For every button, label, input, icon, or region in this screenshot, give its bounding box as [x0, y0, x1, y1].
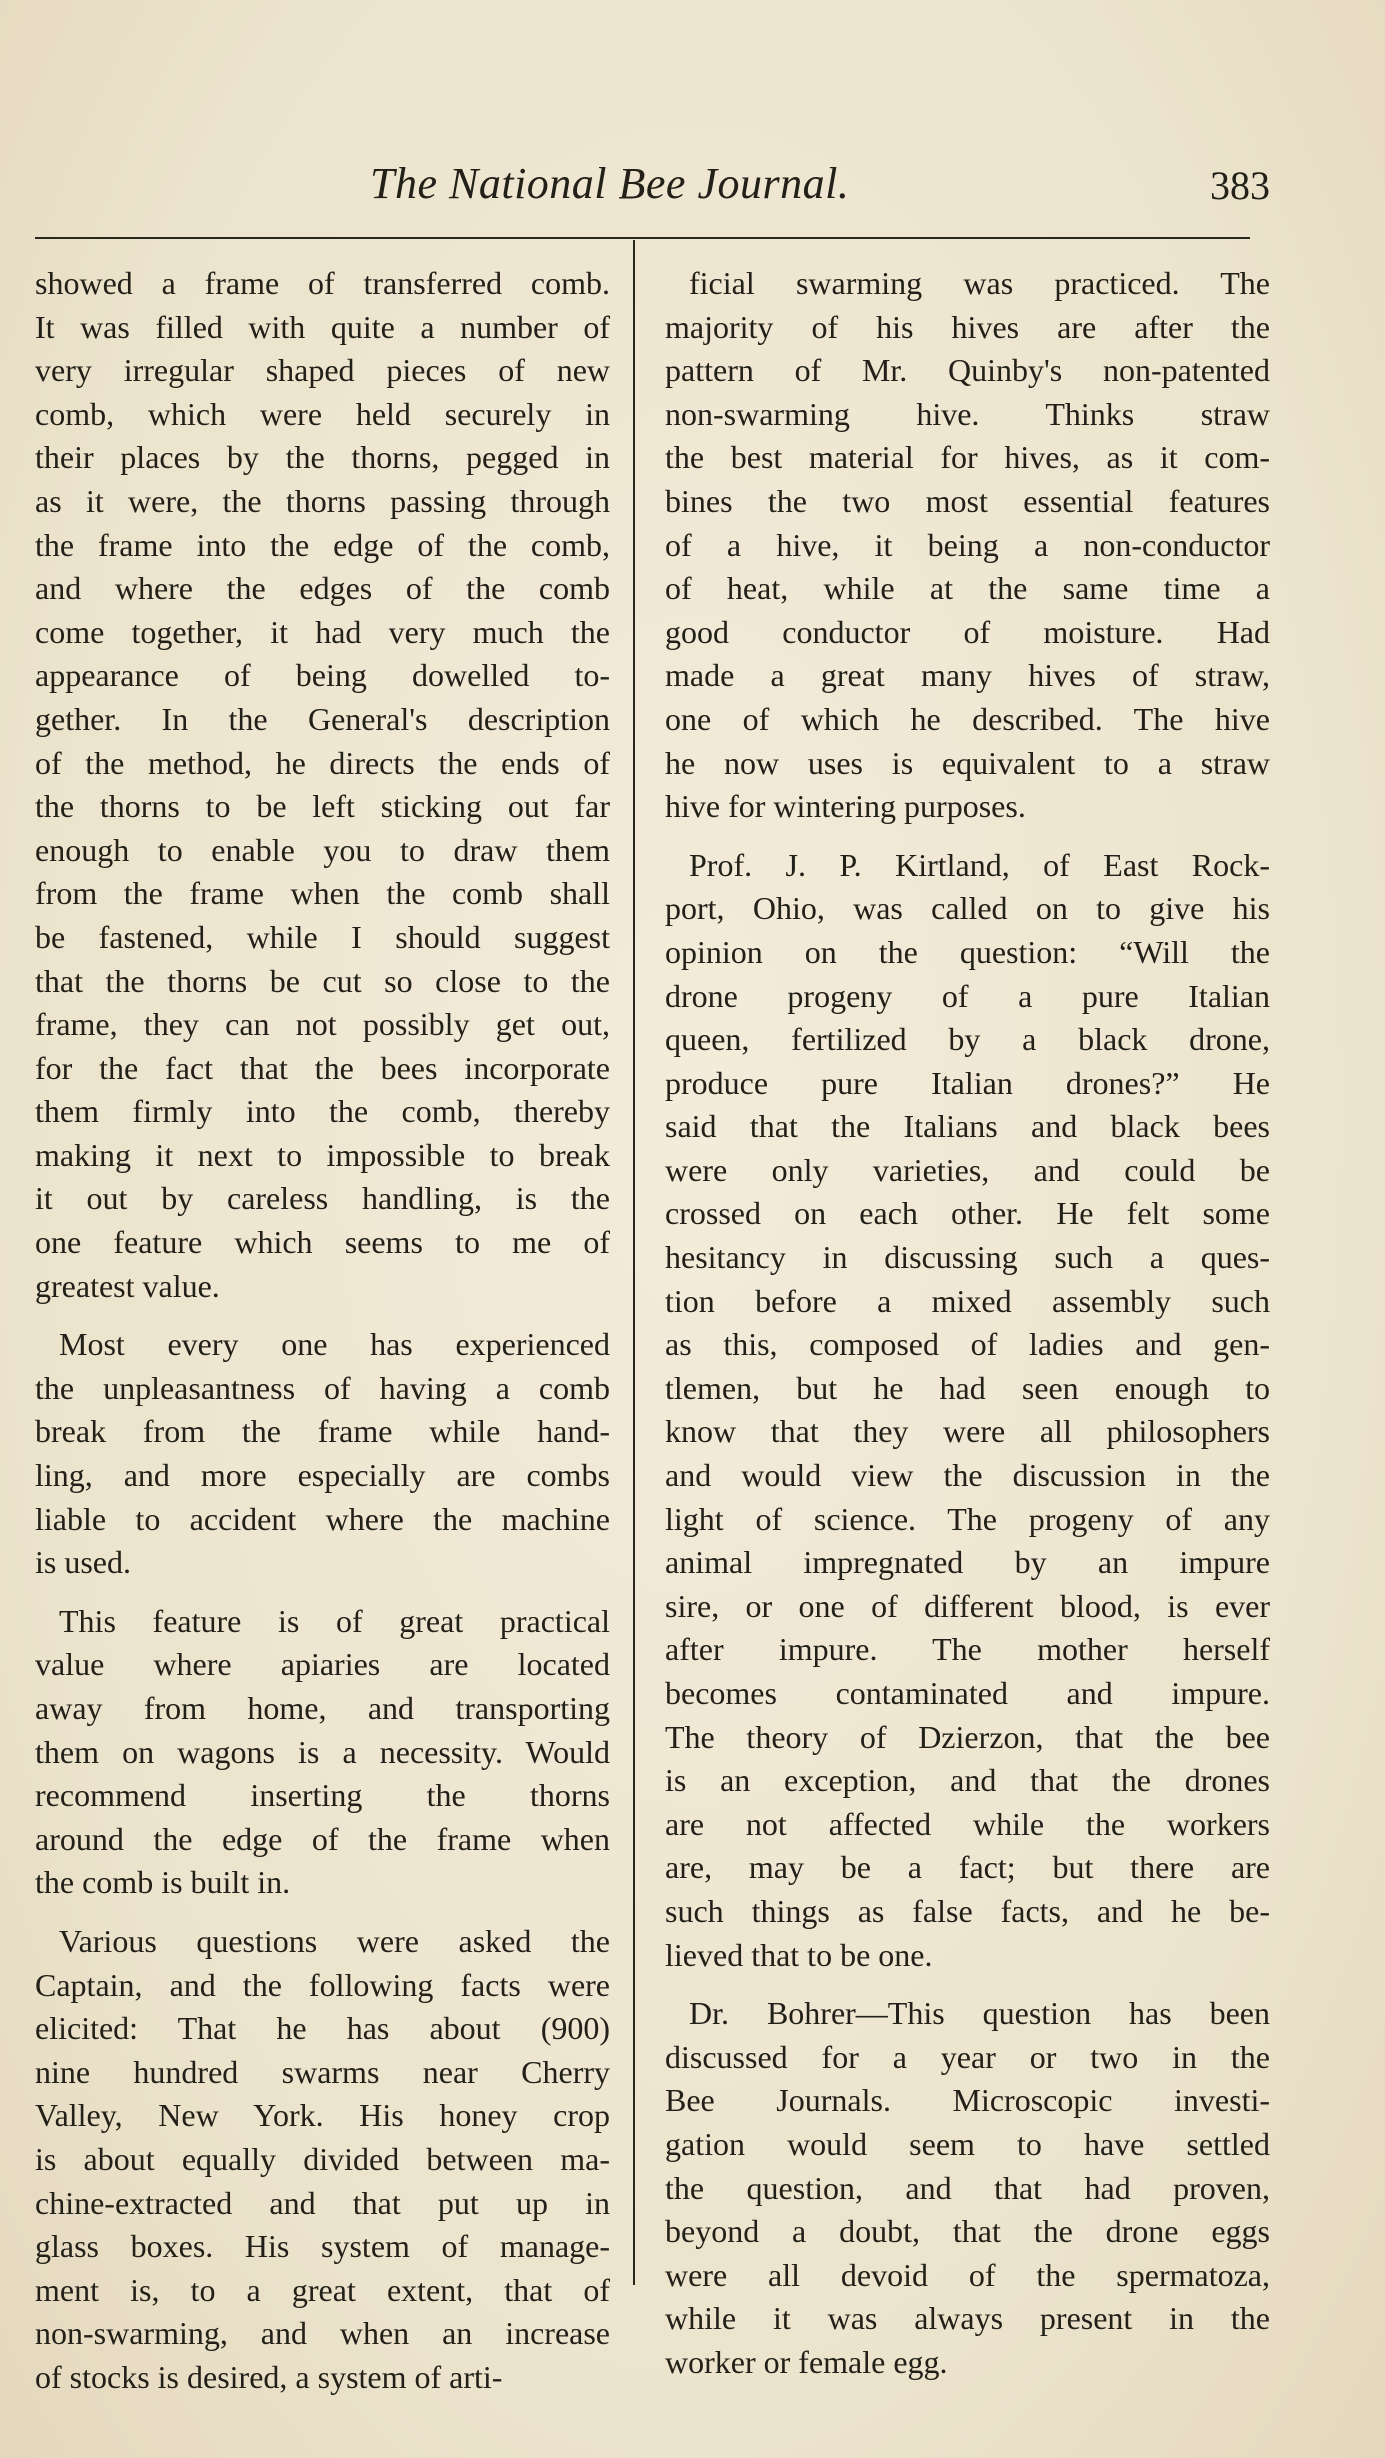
text-line: is about equally divided between ma-: [35, 2140, 610, 2177]
paragraph: [35, 262, 610, 1308]
text-line: Bee Journals. Microscopic investi-: [665, 2082, 1270, 2119]
text-line: made a great many hives of straw,: [665, 657, 1270, 694]
text-line: Prof. J. P. Kirtland, of East Rock-: [689, 846, 1270, 883]
text-line: The theory of Dzierzon, that the bee: [665, 1718, 1270, 1755]
text-line: Dr. Bohrer—This question has been: [689, 1995, 1270, 2032]
text-line: glass boxes. His system of manage-: [35, 2228, 610, 2265]
text-line: worker or female egg.: [665, 2343, 948, 2380]
text-line: greatest value.: [35, 1267, 220, 1304]
text-line: good conductor of moisture. Had: [665, 613, 1270, 650]
text-line: them on wagons is a necessity. Would: [35, 1733, 610, 1770]
text-line: nine hundred swarms near Cherry: [35, 2053, 610, 2090]
text-line: frame, they can not possibly get out,: [35, 1006, 610, 1043]
text-line: Valley, New York. His honey crop: [35, 2097, 610, 2134]
text-line: gether. In the General's description: [35, 700, 610, 737]
text-line: it out by careless handling, is the: [35, 1180, 610, 1217]
text-line: drone progeny of a pure Italian: [665, 977, 1270, 1014]
text-line: as this, composed of ladies and gen-: [665, 1326, 1270, 1363]
text-line: lieved that to be one.: [665, 1936, 933, 1973]
text-line: the best material for hives, as it com-: [665, 439, 1270, 476]
text-line: and where the edges of the comb: [35, 570, 610, 607]
text-line: queen, fertilized by a black drone,: [665, 1021, 1270, 1058]
text-line: is used.: [35, 1544, 131, 1581]
text-line: while it was always present in the: [665, 2300, 1270, 2337]
journal-title: The National Bee Journal.: [370, 159, 850, 208]
text-line: Various questions were asked the: [59, 1922, 610, 1959]
text-line: value where apiaries are located: [35, 1646, 610, 1683]
paragraph: [35, 1600, 610, 1905]
text-line: the question, and that had proven,: [665, 2169, 1270, 2206]
text-line: hesitancy in discussing such a ques-: [665, 1239, 1270, 1276]
text-line: ment is, to a great extent, that of: [35, 2271, 610, 2308]
text-line: chine-extracted and that put up in: [35, 2184, 610, 2221]
text-line: he now uses is equivalent to a straw: [665, 744, 1270, 781]
text-line: non-swarming hive. Thinks straw: [665, 395, 1270, 432]
text-line: one feature which seems to me of: [35, 1224, 610, 1261]
text-line: ficial swarming was practiced. The: [689, 265, 1270, 301]
text-line: after impure. The mother herself: [665, 1631, 1270, 1668]
text-line: are, may be a fact; but there are: [665, 1849, 1270, 1886]
text-line: appearance of being dowelled to-: [35, 657, 610, 694]
text-line: beyond a doubt, that the drone eggs: [665, 2213, 1270, 2250]
text-line: them firmly into the comb, thereby: [35, 1093, 610, 1130]
running-header: [0, 158, 1385, 218]
text-line: crossed on each other. He felt some: [665, 1195, 1270, 1232]
text-line: Captain, and the following facts were: [35, 1966, 610, 2003]
text-line: majority of his hives are after the: [665, 308, 1270, 345]
text-line: tion before a mixed assembly such: [665, 1282, 1270, 1319]
page-number: 383: [1210, 163, 1270, 208]
paragraph: [35, 1323, 610, 1585]
header-rule: [35, 237, 1250, 239]
text-line: tlemen, but he had seen enough to: [665, 1369, 1270, 1406]
text-line: making it next to impossible to break: [35, 1136, 610, 1173]
text-line: from the frame when the comb shall: [35, 875, 610, 912]
right-column: [665, 262, 1270, 2385]
paragraph: [35, 1920, 610, 2400]
paragraph: [665, 262, 1270, 829]
text-line: of heat, while at the same time a: [665, 570, 1270, 607]
text-line: of a hive, it being a non-conductor: [665, 526, 1270, 563]
text-line: are not affected while the workers: [665, 1805, 1270, 1842]
paragraph: [665, 844, 1270, 1977]
text-line: hive for wintering purposes.: [665, 788, 1026, 825]
text-line: pattern of Mr. Quinby's non-patented: [665, 352, 1270, 389]
text-line: becomes contaminated and impure.: [665, 1675, 1270, 1711]
text-line: the frame into the edge of the comb,: [35, 526, 610, 563]
text-line: around the edge of the frame when: [35, 1820, 610, 1857]
left-column: [35, 262, 610, 2400]
text-line: Most every one has experienced: [59, 1326, 610, 1363]
text-line: showed a frame of transferred comb.: [35, 265, 610, 301]
text-line: of stocks is desired, a system of arti-: [35, 2358, 503, 2395]
text-line: for the fact that the bees incorporate: [35, 1049, 610, 1086]
text-line: were only varieties, and could be: [665, 1151, 1270, 1188]
text-line: come together, it had very much the: [35, 613, 610, 650]
text-line: one of which he described. The hive: [665, 700, 1270, 737]
text-line: recommend inserting the thorns: [35, 1777, 610, 1814]
column-divider: [633, 240, 635, 2285]
text-line: ling, and more especially are combs: [35, 1457, 610, 1494]
text-line: liable to accident where the machine: [35, 1500, 610, 1537]
text-line: break from the frame while hand-: [35, 1413, 610, 1450]
text-line: be fastened, while I should suggest: [35, 918, 610, 955]
text-line: opinion on the question: “Will the: [665, 933, 1270, 970]
text-line: enough to enable you to draw them: [35, 831, 610, 868]
paragraph: [665, 1992, 1270, 2384]
text-line: away from home, and transporting: [35, 1690, 610, 1726]
text-line: of the method, he directs the ends of: [35, 744, 610, 781]
text-line: bines the two most essential features: [665, 482, 1270, 519]
text-line: non-swarming, and when an increase: [35, 2315, 610, 2352]
text-line: as it were, the thorns passing through: [35, 482, 610, 519]
text-line: It was filled with quite a number of: [35, 308, 610, 345]
text-line: know that they were all philosophers: [665, 1413, 1270, 1450]
text-line: light of science. The progeny of any: [665, 1500, 1270, 1537]
text-line: port, Ohio, was called on to give his: [665, 890, 1270, 927]
text-line: gation would seem to have settled: [665, 2125, 1270, 2162]
text-line: This feature is of great practical: [59, 1602, 610, 1639]
text-line: produce pure Italian drones?” He: [665, 1064, 1270, 1101]
text-line: elicited: That he has about (900): [35, 2010, 610, 2047]
text-line: their places by the thorns, pegged in: [35, 439, 610, 476]
text-line: is an exception, and that the drones: [665, 1762, 1270, 1799]
text-line: said that the Italians and black bees: [665, 1108, 1270, 1145]
text-line: the thorns to be left sticking out far: [35, 788, 610, 825]
text-line: animal impregnated by an impure: [665, 1544, 1270, 1581]
text-line: the comb is built in.: [35, 1864, 291, 1901]
text-line: very irregular shaped pieces of new: [35, 352, 610, 389]
text-line: sire, or one of different blood, is ever: [665, 1587, 1270, 1624]
text-line: the unpleasantness of having a comb: [35, 1369, 610, 1406]
text-line: were all devoid of the spermatoza,: [665, 2256, 1270, 2293]
text-line: such things as false facts, and he be-: [665, 1892, 1270, 1929]
text-line: that the thorns be cut so close to the: [35, 962, 610, 999]
text-line: and would view the discussion in the: [665, 1457, 1270, 1494]
text-line: comb, which were held securely in: [35, 395, 610, 432]
text-line: discussed for a year or two in the: [665, 2038, 1270, 2075]
